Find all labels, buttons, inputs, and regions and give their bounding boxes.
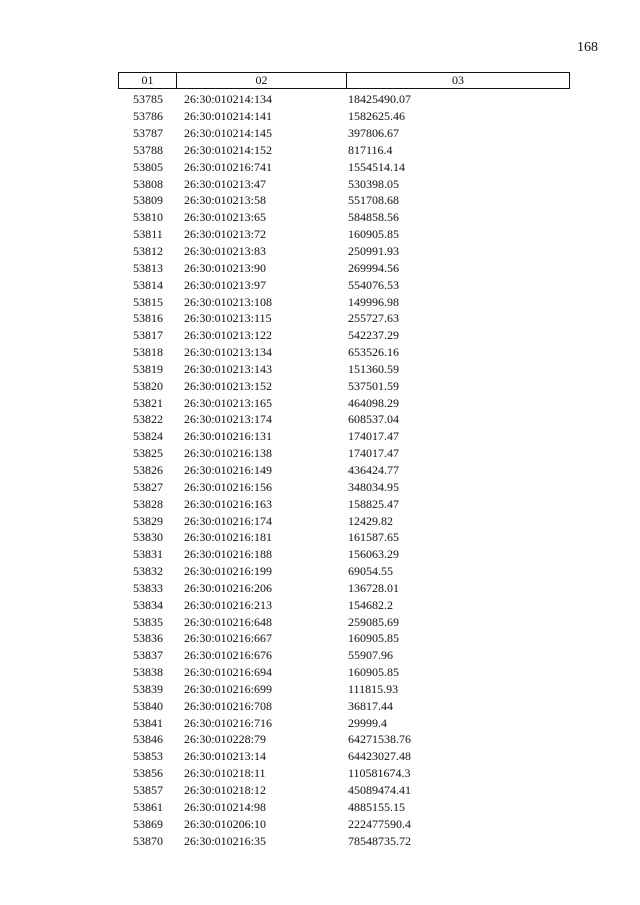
table-header — [118, 72, 570, 89]
cell-cadastral-number: 26:30:010216:156 — [184, 479, 273, 494]
cell-value: 154682.2 — [348, 597, 393, 612]
cell-value: 530398.05 — [348, 176, 399, 191]
cell-row-number: 53788 — [133, 142, 163, 157]
cell-value: 160905.85 — [348, 227, 399, 242]
cell-value: 110581674.3 — [348, 766, 411, 781]
cell-row-number: 53856 — [133, 766, 163, 781]
cell-cadastral-number: 26:30:010216:708 — [184, 698, 273, 713]
cell-row-number: 53824 — [133, 429, 163, 444]
table-row — [118, 495, 570, 512]
table-row — [118, 697, 570, 714]
table-row — [118, 411, 570, 428]
cell-value: 156063.29 — [348, 547, 399, 562]
cell-row-number: 53840 — [133, 698, 163, 713]
cell-value: 222477590.4 — [348, 816, 411, 831]
cell-value: 259085.69 — [348, 614, 399, 629]
cell-value: 255727.63 — [348, 311, 399, 326]
table-row — [118, 209, 570, 226]
cell-cadastral-number: 26:30:010216:138 — [184, 446, 273, 461]
table-row — [118, 798, 570, 815]
cell-cadastral-number: 26:30:010216:131 — [184, 429, 273, 444]
table-row — [118, 765, 570, 782]
table-row — [118, 462, 570, 479]
table-row — [118, 158, 570, 175]
table-row — [118, 647, 570, 664]
table-row — [118, 596, 570, 613]
cell-cadastral-number: 26:30:010206:10 — [184, 816, 267, 831]
cell-value: 584858.56 — [348, 210, 399, 225]
table-row — [118, 630, 570, 647]
cell-value: 36817.44 — [348, 698, 393, 713]
table-row — [118, 175, 570, 192]
cell-cadastral-number: 26:30:010213:143 — [184, 361, 273, 376]
cell-row-number: 53835 — [133, 614, 163, 629]
table-row — [118, 563, 570, 580]
cell-value: 45089474.41 — [348, 783, 411, 798]
cell-row-number: 53839 — [133, 681, 163, 696]
cell-value: 464098.29 — [348, 395, 399, 410]
cell-cadastral-number: 26:30:010213:134 — [184, 345, 273, 360]
cell-row-number: 53869 — [133, 816, 163, 831]
cell-cadastral-number: 26:30:010216:648 — [184, 614, 273, 629]
cell-row-number: 53838 — [133, 665, 163, 680]
cell-value: 160905.85 — [348, 631, 399, 646]
cell-row-number: 53815 — [133, 294, 163, 309]
cell-cadastral-number: 26:30:010213:122 — [184, 328, 273, 343]
cell-cadastral-number: 26:30:010214:98 — [184, 799, 267, 814]
cell-value: 69054.55 — [348, 564, 393, 579]
cell-row-number: 53829 — [133, 513, 163, 528]
table-row — [118, 546, 570, 563]
cell-value: 608537.04 — [348, 412, 399, 427]
cell-cadastral-number: 26:30:010213:47 — [184, 176, 267, 191]
cell-value: 136728.01 — [348, 580, 399, 595]
table-row — [118, 782, 570, 799]
cell-value: 1554514.14 — [348, 159, 405, 174]
table-row — [118, 394, 570, 411]
cell-row-number: 53819 — [133, 361, 163, 376]
cell-row-number: 53833 — [133, 580, 163, 595]
cell-value: 29999.4 — [348, 715, 387, 730]
table-row — [118, 91, 570, 108]
cell-row-number: 53841 — [133, 715, 163, 730]
cell-row-number: 53846 — [133, 732, 163, 747]
cell-value: 4885155.15 — [348, 799, 405, 814]
cell-value: 174017.47 — [348, 429, 399, 444]
cell-row-number: 53827 — [133, 479, 163, 494]
cell-value: 537501.59 — [348, 378, 399, 393]
cell-value: 160905.85 — [348, 665, 399, 680]
cell-cadastral-number: 26:30:010213:115 — [184, 311, 272, 326]
cell-cadastral-number: 26:30:010213:72 — [184, 227, 267, 242]
cell-row-number: 53812 — [133, 244, 163, 259]
table-row — [118, 815, 570, 832]
cell-row-number: 53810 — [133, 210, 163, 225]
cell-cadastral-number: 26:30:010216:213 — [184, 597, 273, 612]
cell-value: 149996.98 — [348, 294, 399, 309]
cell-row-number: 53825 — [133, 446, 163, 461]
table-row — [118, 512, 570, 529]
cell-row-number: 53832 — [133, 564, 163, 579]
cell-cadastral-number: 26:30:010213:14 — [184, 749, 267, 764]
cell-cadastral-number: 26:30:010213:152 — [184, 378, 273, 393]
cell-row-number: 53820 — [133, 378, 163, 393]
table-row — [118, 478, 570, 495]
cell-value: 250991.93 — [348, 244, 399, 259]
cell-row-number: 53828 — [133, 496, 163, 511]
cell-cadastral-number: 26:30:010216:174 — [184, 513, 273, 528]
cell-row-number: 53826 — [133, 462, 163, 477]
table-row — [118, 344, 570, 361]
cell-cadastral-number: 26:30:010216:667 — [184, 631, 273, 646]
cell-row-number: 53836 — [133, 631, 163, 646]
cell-row-number: 53814 — [133, 277, 163, 292]
cell-row-number: 53809 — [133, 193, 163, 208]
cell-value: 161587.65 — [348, 530, 399, 545]
cell-value: 269994.56 — [348, 260, 399, 275]
cell-cadastral-number: 26:30:010214:152 — [184, 142, 273, 157]
cell-cadastral-number: 26:30:010218:11 — [184, 766, 266, 781]
cell-value: 436424.77 — [348, 462, 399, 477]
cell-value: 158825.47 — [348, 496, 399, 511]
cell-cadastral-number: 26:30:010216:206 — [184, 580, 273, 595]
cell-row-number: 53786 — [133, 109, 163, 124]
cell-cadastral-number: 26:30:010214:134 — [184, 92, 273, 107]
table-row — [118, 327, 570, 344]
cell-row-number: 53837 — [133, 648, 163, 663]
cell-cadastral-number: 26:30:010216:741 — [184, 159, 273, 174]
cell-cadastral-number: 26:30:010213:83 — [184, 244, 267, 259]
table-row — [118, 259, 570, 276]
cell-row-number: 53822 — [133, 412, 163, 427]
cell-value: 551708.68 — [348, 193, 399, 208]
cell-value: 1582625.46 — [348, 109, 405, 124]
table-body — [118, 91, 570, 849]
cell-value: 64271538.76 — [348, 732, 411, 747]
cell-value: 554076.53 — [348, 277, 399, 292]
cell-value: 55907.96 — [348, 648, 393, 663]
cell-value: 111815.93 — [348, 681, 399, 696]
cell-row-number: 53821 — [133, 395, 163, 410]
cell-cadastral-number: 26:30:010216:35 — [184, 833, 267, 848]
cell-value: 78548735.72 — [348, 833, 411, 848]
cell-row-number: 53831 — [133, 547, 163, 562]
cell-cadastral-number: 26:30:010213:165 — [184, 395, 273, 410]
table-row — [118, 293, 570, 310]
table-row — [118, 664, 570, 681]
column-header-03: 03 — [452, 73, 464, 87]
cell-value: 397806.67 — [348, 126, 399, 141]
table-row — [118, 243, 570, 260]
cell-row-number: 53834 — [133, 597, 163, 612]
cell-cadastral-number: 26:30:010216:188 — [184, 547, 273, 562]
cell-cadastral-number: 26:30:010213:90 — [184, 260, 267, 275]
cell-cadastral-number: 26:30:010216:163 — [184, 496, 273, 511]
cell-row-number: 53861 — [133, 799, 163, 814]
cell-row-number: 53830 — [133, 530, 163, 545]
table-row — [118, 276, 570, 293]
cell-row-number: 53811 — [133, 227, 163, 242]
cell-row-number: 53785 — [133, 92, 163, 107]
cell-cadastral-number: 26:30:010216:716 — [184, 715, 273, 730]
cell-cadastral-number: 26:30:010213:108 — [184, 294, 273, 309]
table-row — [118, 832, 570, 849]
cell-row-number: 53818 — [133, 345, 163, 360]
cell-value: 18425490.07 — [348, 92, 411, 107]
cell-row-number: 53816 — [133, 311, 163, 326]
table-row — [118, 108, 570, 125]
cell-row-number: 53805 — [133, 159, 163, 174]
cell-cadastral-number: 26:30:010216:199 — [184, 564, 273, 579]
cell-value: 151360.59 — [348, 361, 399, 376]
cell-cadastral-number: 26:30:010218:12 — [184, 783, 267, 798]
data-table — [118, 72, 570, 849]
table-row — [118, 445, 570, 462]
cell-cadastral-number: 26:30:010216:149 — [184, 462, 273, 477]
table-row — [118, 731, 570, 748]
cell-cadastral-number: 26:30:010216:699 — [184, 681, 273, 696]
cell-cadastral-number: 26:30:010228:79 — [184, 732, 267, 747]
table-row — [118, 579, 570, 596]
cell-row-number: 53853 — [133, 749, 163, 764]
table-row — [118, 142, 570, 159]
cell-row-number: 53813 — [133, 260, 163, 275]
table-row — [118, 748, 570, 765]
cell-row-number: 53808 — [133, 176, 163, 191]
cell-cadastral-number: 26:30:010213:65 — [184, 210, 267, 225]
cell-cadastral-number: 26:30:010216:694 — [184, 665, 273, 680]
table-row — [118, 529, 570, 546]
cell-value: 64423027.48 — [348, 749, 411, 764]
table-row — [118, 613, 570, 630]
table-row — [118, 428, 570, 445]
table-row — [118, 192, 570, 209]
cell-row-number: 53817 — [133, 328, 163, 343]
page-number: 168 — [577, 40, 598, 55]
cell-value: 348034.95 — [348, 479, 399, 494]
cell-cadastral-number: 26:30:010214:141 — [184, 109, 273, 124]
table-row — [118, 377, 570, 394]
table-row — [118, 125, 570, 142]
table-row — [118, 361, 570, 378]
table-row — [118, 226, 570, 243]
cell-value: 653526.16 — [348, 345, 399, 360]
cell-value: 12429.82 — [348, 513, 393, 528]
table-row — [118, 714, 570, 731]
column-header-02: 02 — [177, 73, 347, 88]
cell-value: 174017.47 — [348, 446, 399, 461]
cell-cadastral-number: 26:30:010213:58 — [184, 193, 267, 208]
table-row — [118, 310, 570, 327]
cell-value: 817116.4 — [348, 142, 393, 157]
cell-cadastral-number: 26:30:010214:145 — [184, 126, 273, 141]
cell-cadastral-number: 26:30:010213:97 — [184, 277, 267, 292]
cell-row-number: 53857 — [133, 783, 163, 798]
cell-cadastral-number: 26:30:010216:181 — [184, 530, 273, 545]
cell-cadastral-number: 26:30:010213:174 — [184, 412, 273, 427]
cell-row-number: 53870 — [133, 833, 163, 848]
cell-value: 542237.29 — [348, 328, 399, 343]
column-header-01: 01 — [119, 73, 177, 88]
cell-cadastral-number: 26:30:010216:676 — [184, 648, 273, 663]
table-row — [118, 681, 570, 698]
cell-row-number: 53787 — [133, 126, 163, 141]
